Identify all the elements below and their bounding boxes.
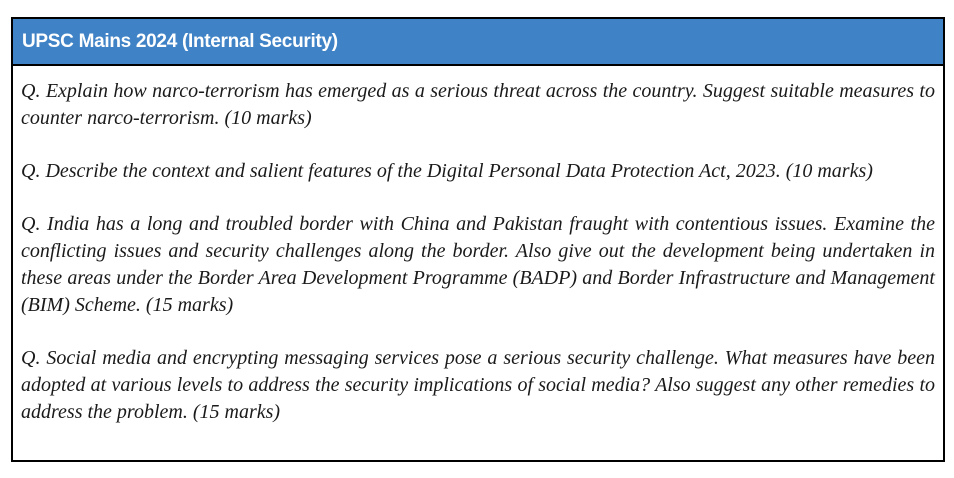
- question-panel: [11, 17, 945, 462]
- question-item: Q. Describe the context and salient features of the Digital Personal Data Protection Act, 2023. (10 marks): [21, 160, 873, 182]
- question-item: Q. India has a long and troubled border with China and Pakistan fraught with contentious issues. Examine the conflicting issues and security challenges along the border. Also give out the development being undertaken in these areas under the Border Area Development Programme (BADP) and Border Infrastructure and Management (BIM) Scheme. (15 marks): [21, 213, 935, 316]
- question-list: [13, 66, 943, 426]
- panel-title: UPSC Mains 2024 (Internal Security): [22, 30, 338, 52]
- question-item: Q. Social media and encrypting messaging services pose a serious security challenge. What measures have been adopted at various levels to address the security implications of social media? Also suggest any other remedies to address the problem. (15 marks): [21, 347, 935, 423]
- panel-header: [13, 19, 943, 66]
- question-item: Q. Explain how narco-terrorism has emerged as a serious threat across the country. Suggest suitable measures to counter narco-terrorism. (10 marks): [21, 80, 935, 129]
